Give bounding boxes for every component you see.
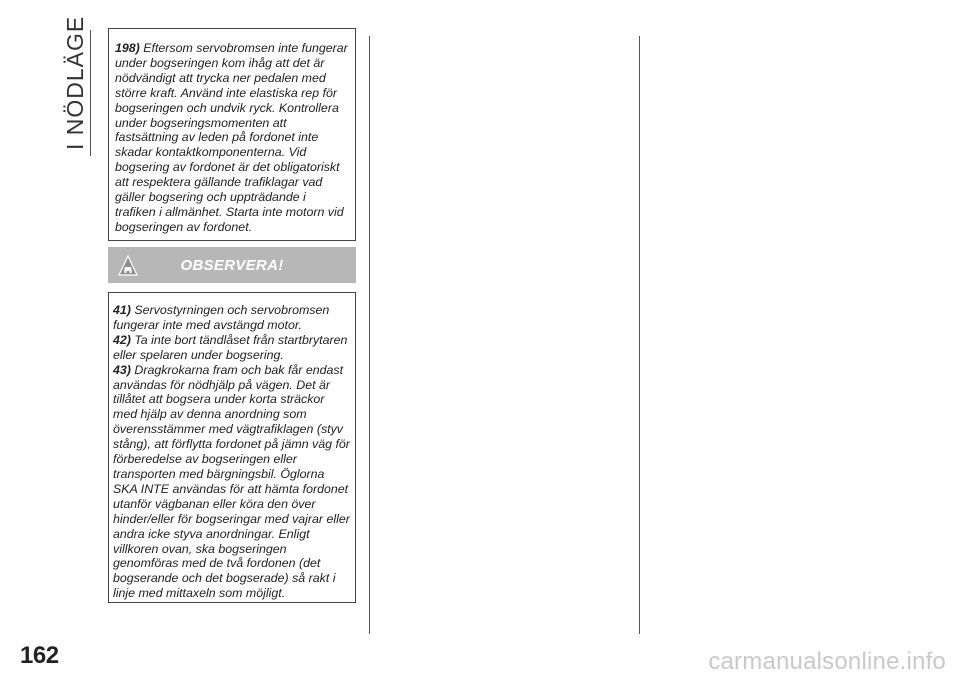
- note-item: [113, 303, 351, 333]
- note-item-number: 43): [113, 362, 131, 377]
- warning-number: 198): [115, 41, 140, 55]
- note-item-text: Ta inte bort tändlåset från startbrytaren eller spelaren under bogsering.: [113, 332, 348, 362]
- page-number: 162: [20, 642, 59, 669]
- note-item: [113, 363, 351, 602]
- note-item-number: 42): [113, 332, 131, 347]
- note-item-text: Servostyrningen och servobromsen fungerar inte med avstängd motor.: [113, 303, 330, 332]
- chapter-tab-divider: [90, 30, 91, 156]
- warning-box: [108, 28, 356, 241]
- warning-text: Eftersom servobromsen inte fungerar under bogseringen kom ihåg att det är nödvändigt att trycka ner pedalen med större kraft. Använd inte elastiska rep för bogseringen och undvik ryck. Kontrollera under bogseringsmomenten att fastsättning av leden på fordonet inte skadar kontaktkomponenterna. Vid bogsering av fordonet är det obligatoriskt att respektera gällande trafiklagar vad gäller bogsering och uppträdande i trafiken i allmänhet. Starta inte motorn vid bogseringen av fordonet.: [115, 41, 348, 234]
- chapter-label: I NÖDLÄGE: [62, 15, 88, 150]
- note-item: [113, 333, 351, 363]
- note-banner: [108, 247, 356, 283]
- note-title: OBSERVERA!: [180, 257, 284, 274]
- note-box: [108, 292, 356, 603]
- warning-paragraph: [115, 41, 349, 235]
- watermark: carmanualsonline.info: [708, 648, 946, 675]
- note-item-number: 41): [113, 303, 131, 317]
- note-item-text: Dragkrokarna fram och bak får endast användas för nödhjälp på vägen. Det är tillåtet att bogsera under korta sträckor med hjälp av denna anordning som överensstämmer med vägtrafiklagen (styv stång), att förflytta fordonet på jämn väg för förberedelse av bogseringen eller transporten med bärgningsbil. Öglorna SKA INTE användas för att hämta fordonet utanför vägbanan eller köra den över hinder/eller för bogseringar med vajrar eller andra icke styva anordningar. Enligt villkoren ovan, ska bogseringen genomföras med de två fordonen (det bogserande och det bogserade) så rakt i linje med mittaxeln som möjligt.: [113, 362, 350, 601]
- column-divider-2: [639, 36, 640, 634]
- column-divider-1: [369, 36, 370, 634]
